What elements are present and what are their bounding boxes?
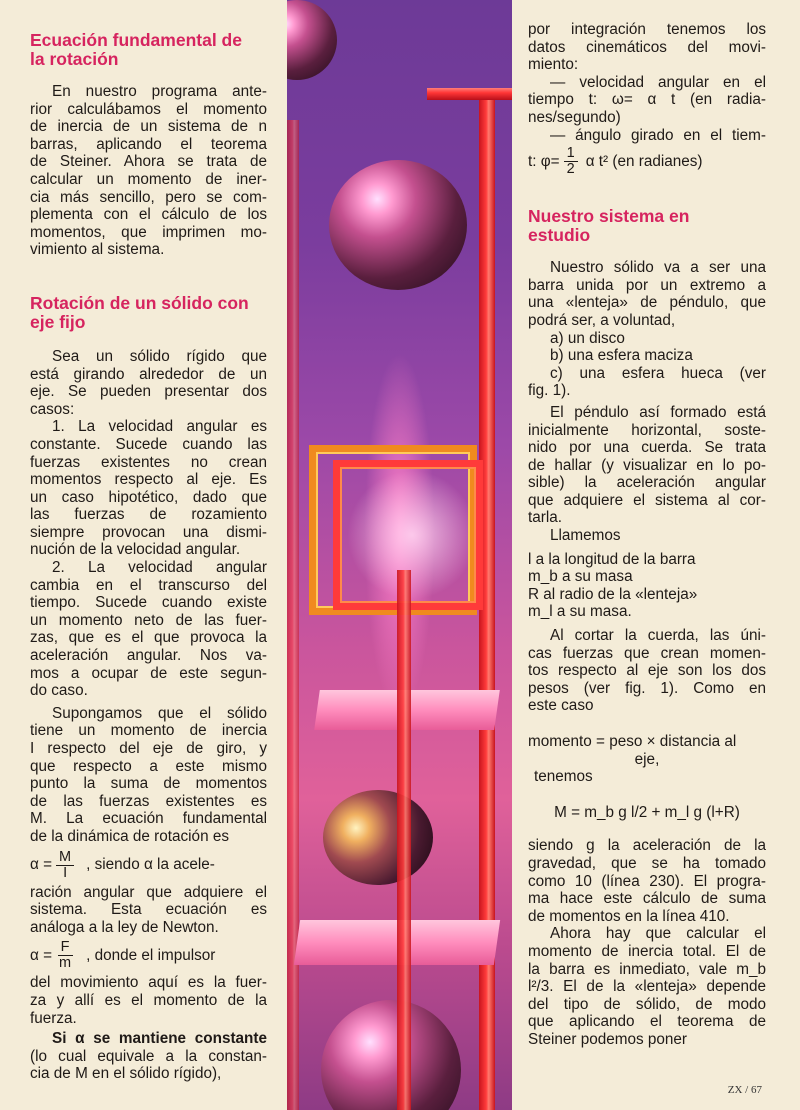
equation-newton: α = $\frac{F}{m}$ , donde el impulsor	[30, 939, 216, 972]
paragraph-case-2: 2. La velocidad angular cambia en el transcurso del tiempo. Sucede cuando existe un momento neto de las fuer- zas, que es el que provoca la aceleración angular. Nos va- mos a ocupar de este segun- do caso.	[30, 559, 267, 700]
sphere-middle	[323, 790, 433, 885]
paragraph-intro: En nuestro programa ante- rior calculábamos el momento de inercia de un sistema de n barras, aplicando el teorema de Steiner. Ahora se trata de calcular un momento de iner- cia más sencillo, pero se com- plementa con el cálculo de los momentos, que imprimen mo- vimiento al sistema.	[30, 83, 267, 259]
paragraph-pendulum: El péndulo así formado está inicialmente horizontal, soste- nido por una cuerda. Se trata de hallar (y visualizar en lo po- sible) la aceleración angular que adquiere el sistema al cor- tarla.	[528, 403, 766, 527]
page-number: ZX / 67	[727, 1084, 762, 1096]
fraction-m-over-i: $\frac{M}{I}$	[56, 850, 74, 881]
section-heading-fixed-axis: Rotación de un sólido con eje fijo	[30, 292, 249, 332]
left-column	[30, 0, 267, 1083]
paragraph-constant-alpha: Si α se mantiene constante (lo cual equivale a la constan- cia de M en el sólido rígido),	[30, 1030, 267, 1083]
section-heading-rotation: Ecuación fundamental de la rotación	[30, 30, 242, 69]
sphere-upper	[329, 160, 467, 290]
sphere-top-left	[287, 0, 337, 80]
equation-total-moment: M = m_b g l/2 + m_l g (l+R)	[554, 803, 740, 821]
red-post-center	[397, 570, 411, 1110]
paragraph-case-1: 1. La velocidad angular es constante. Sucede cuando las fuerzas existentes no crean momentos respecto al eje. Es un caso hipotético, dado que las fuerzas de rozamiento siempre provocan una dismi- nución de la velocidad angular.	[30, 418, 267, 559]
paragraph-our-solid: Nuestro sólido va a ser una barra unida por un extremo a una «lenteja» de péndulo, que podrá ser, a voluntad, a) un disco b) una esfera maciza c) una esfera hueca (ver fig. 1).	[528, 259, 766, 400]
paragraph-cases: Sea un sólido rígido que está girando alrededor de un eje. Se pueden presentar dos casos:	[30, 347, 267, 418]
sphere-bottom	[321, 1000, 461, 1110]
paragraph-total-inertia: Ahora hay que calcular el momento de inercia total. El de la barra es inmediato, vale m_b l²/3. El de la «lenteja» depende del tipo de sólido, de modo que aplicando el teorema de Steiner podemos poner	[528, 925, 766, 1048]
fraction-one-half: $\frac{1}{2}$	[564, 146, 578, 177]
paragraph-cut-rope: Al cortar la cuerda, las úni- cas fuerzas que crean momen- tos respecto al eje son los dos pesos (ver fig. 1). Como en este caso	[528, 627, 766, 715]
equation-angle: t: φ= $\frac{1}{2}$ α t² (en radianes)	[528, 145, 703, 178]
paragraph-integration: por integración tenemos los datos cinemáticos del movi- miento: — velocidad angular en el tiempo t: ω= α t (en radia- nes/segundo) — ángulo girado en el tiem-	[528, 21, 766, 144]
equation-rotation: α = $\frac{M}{I}$ , siendo α la acele-	[30, 848, 215, 881]
paragraph-newton-analogy: ración angular que adquiere el sistema. Esta ecuación es análoga a la ley de Newton.	[30, 883, 267, 936]
fraction-f-over-m: $\frac{F}{m}$	[59, 939, 72, 972]
decorative-artwork	[287, 0, 512, 1110]
section-heading-our-system: Nuestro sistema en estudio	[528, 206, 690, 246]
paragraph-moment-definition: momento = peso × distancia al eje, tenemos	[528, 733, 737, 786]
right-column	[528, 0, 766, 1049]
red-beam-top	[427, 88, 512, 100]
paragraph-definitions: Llamemos l a la longitud de la barra m_b a su masa R al radio de la «lenteja» m_l a su masa.	[528, 527, 698, 621]
paragraph-impulse: del movimiento aquí es la fuer- za y allí es el momento de la fuerza.	[30, 974, 267, 1027]
paragraph-suppose: Supongamos que el sólido tiene un momento de inercia I respecto del eje de giro, y que respecto a este mismo punto la suma de momentos de las fuerzas existentes es M. La ecuación fundamental de la dinámica de rotación es	[30, 704, 267, 845]
paragraph-gravity: siendo g la aceleración de la gravedad, que se ha tomado como 10 (línea 230). El progra- ma hace este cálculo de suma de momentos en la línea 410.	[528, 837, 766, 925]
